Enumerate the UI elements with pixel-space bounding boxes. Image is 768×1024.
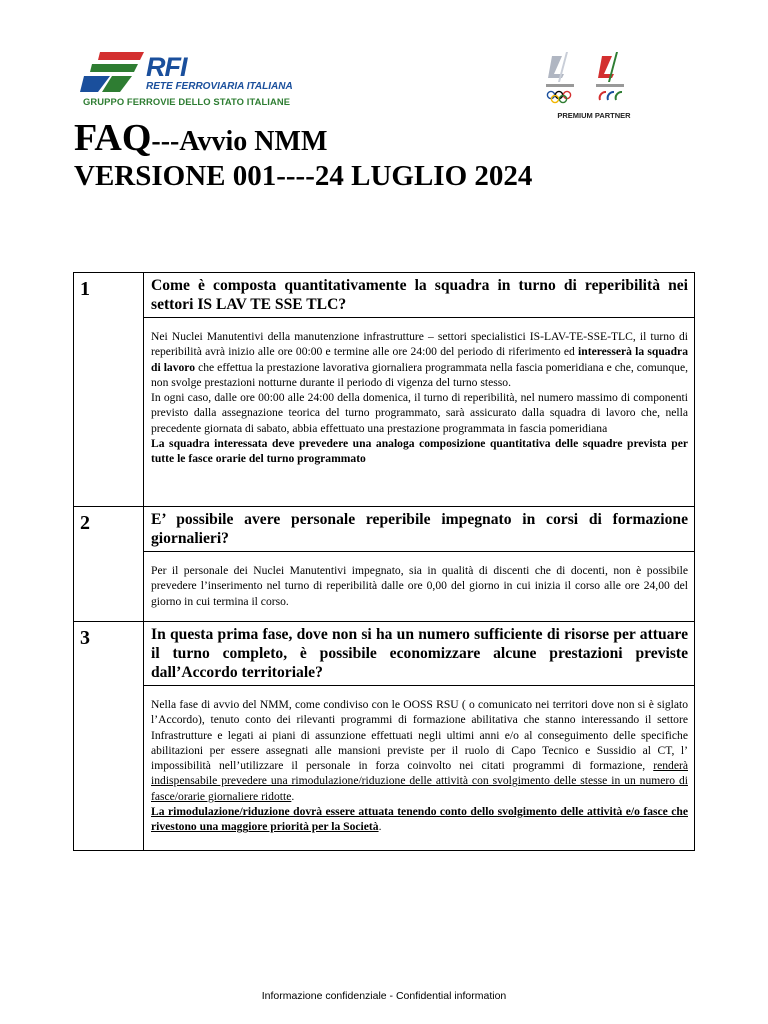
olympic-partner-logo — [538, 48, 650, 124]
answer-paragraph: In ogni caso, dalle ore 00:00 alle 24:00 della domenica, il turno di reperibilità, nel numero massimo di componenti previsto dalla assegnazione teorica del turno programmato, sarà assicurato dalla squadra di lavoro che, nella precedente giornata di sabato, abbia effettuato una prestazione programmata in fascia pomeridiana — [151, 391, 688, 435]
faq-content — [144, 507, 695, 622]
faq-row-2 — [74, 507, 695, 622]
answer-text: Nella fase di avvio del NMM, come condiviso con le OOSS RSU ( o comunicato nei territori dove non si è siglato l’Accordo), tenuto conto dei rilevanti programmi di formazione abilitativa che stanno interessando il settore Infrastrutture e legati ai piani di assunzione effettuati negli ultimi anni e/o al conseguimento delle specifiche abilitazioni per essere assegnati alle mansioni previste per il ruolo di Capo Tecnico e Sussidio al CT, l’ impossibilità nell’utilizzare il personale in forza coinvolto nei citati programmi di formazione, — [151, 698, 688, 773]
rfi-company-name: RETE FERROVIARIA ITALIANA — [146, 81, 293, 92]
rfi-logo — [80, 48, 320, 110]
faq-answer — [144, 551, 694, 615]
answer-paragraph — [151, 804, 688, 835]
faq-row-1 — [74, 273, 695, 507]
answer-underlined: renderà indispensabile prevedere una rimodulazione/riduzione delle attività con svolgimento delle stesse in un numero di fasce/orarie giornaliere ridotte — [151, 759, 688, 803]
answer-emphasis: interesserà la squadra di lavoro — [151, 345, 688, 374]
faq-content — [144, 273, 695, 507]
confidentiality-footer: Informazione confidenziale - Confidential information — [261, 990, 507, 1002]
faq-question: In questa prima fase, dove non si ha un numero sufficiente di risorse per attuare il turno completo, è possibile economizzare alcune prestazioni previste dall’Accordo territoriale? — [151, 626, 688, 681]
answer-text: Nei Nuclei Manutentivi della manutenzione infrastrutture – settori specialistici IS-LAV-TE-SSE-TLC, il turno di reperibilità avrà inizio alle ore 00:00 e termine alle ore 24:00 del periodo di riferimento ed — [151, 330, 688, 359]
answer-conclusion: La rimodulazione/riduzione dovrà essere attuata tenendo conto dello svolgimento delle attività e/o fasce che rivestono una maggiore priorità per la Società — [151, 805, 688, 834]
rfi-arrows-icon — [80, 48, 144, 92]
faq-question: E’ possibile avere personale reperibile impegnato in corsi di formazione giornalieri? — [151, 511, 688, 547]
faq-answer — [144, 685, 694, 841]
rfi-group-name: GRUPPO FERROVIE DELLO STATO ITALIANE — [83, 96, 291, 107]
title-faq: FAQ — [74, 117, 152, 159]
premium-partner-label: PREMIUM PARTNER — [557, 111, 631, 120]
page-title — [74, 116, 327, 160]
faq-question: Come è composta quantitativamente la squadra in turno di reperibilità nei settori IS LAV TE SSE TLC? — [151, 277, 688, 313]
answer-text: . — [291, 789, 295, 803]
faq-answer — [144, 317, 694, 473]
faq-row-3 — [74, 622, 695, 851]
faq-number: 1 — [74, 273, 144, 507]
version-heading: VERSIONE 001----24 LUGLIO 2024 — [74, 160, 533, 192]
milano-cortina-emblem-icon — [538, 48, 650, 108]
faq-number: 3 — [74, 622, 144, 851]
faq-table — [73, 272, 695, 851]
answer-conclusion: La squadra interessata deve prevedere una analoga composizione quantitativa delle squadre prevista per tutte le fasce orarie del turno programmato — [151, 437, 688, 466]
rfi-wordmark: RFI — [146, 52, 187, 82]
answer-paragraph: Per il personale dei Nuclei Manutentivi impegnato, sia in qualità di discenti che di docenti, non è possibile prevedere l’inserimento nel turno di reperibilità dalle ore 0,00 del giorno in cui inizia il corso alle ore 24,00 del giorno in cui termina il corso. — [151, 564, 688, 608]
answer-text: che effettua la prestazione lavorativa giornaliera programmata nella fascia pomeridiana e che, comunque, non svolge prestazioni notturne durante il periodo di vigenza del turno stesso. — [151, 360, 688, 389]
answer-text: . — [378, 820, 382, 834]
faq-number: 2 — [74, 507, 144, 622]
answer-paragraph — [151, 697, 688, 804]
answer-paragraph — [151, 329, 688, 390]
title-subtitle: ---Avvio NMM — [151, 126, 328, 157]
faq-content — [144, 622, 695, 851]
